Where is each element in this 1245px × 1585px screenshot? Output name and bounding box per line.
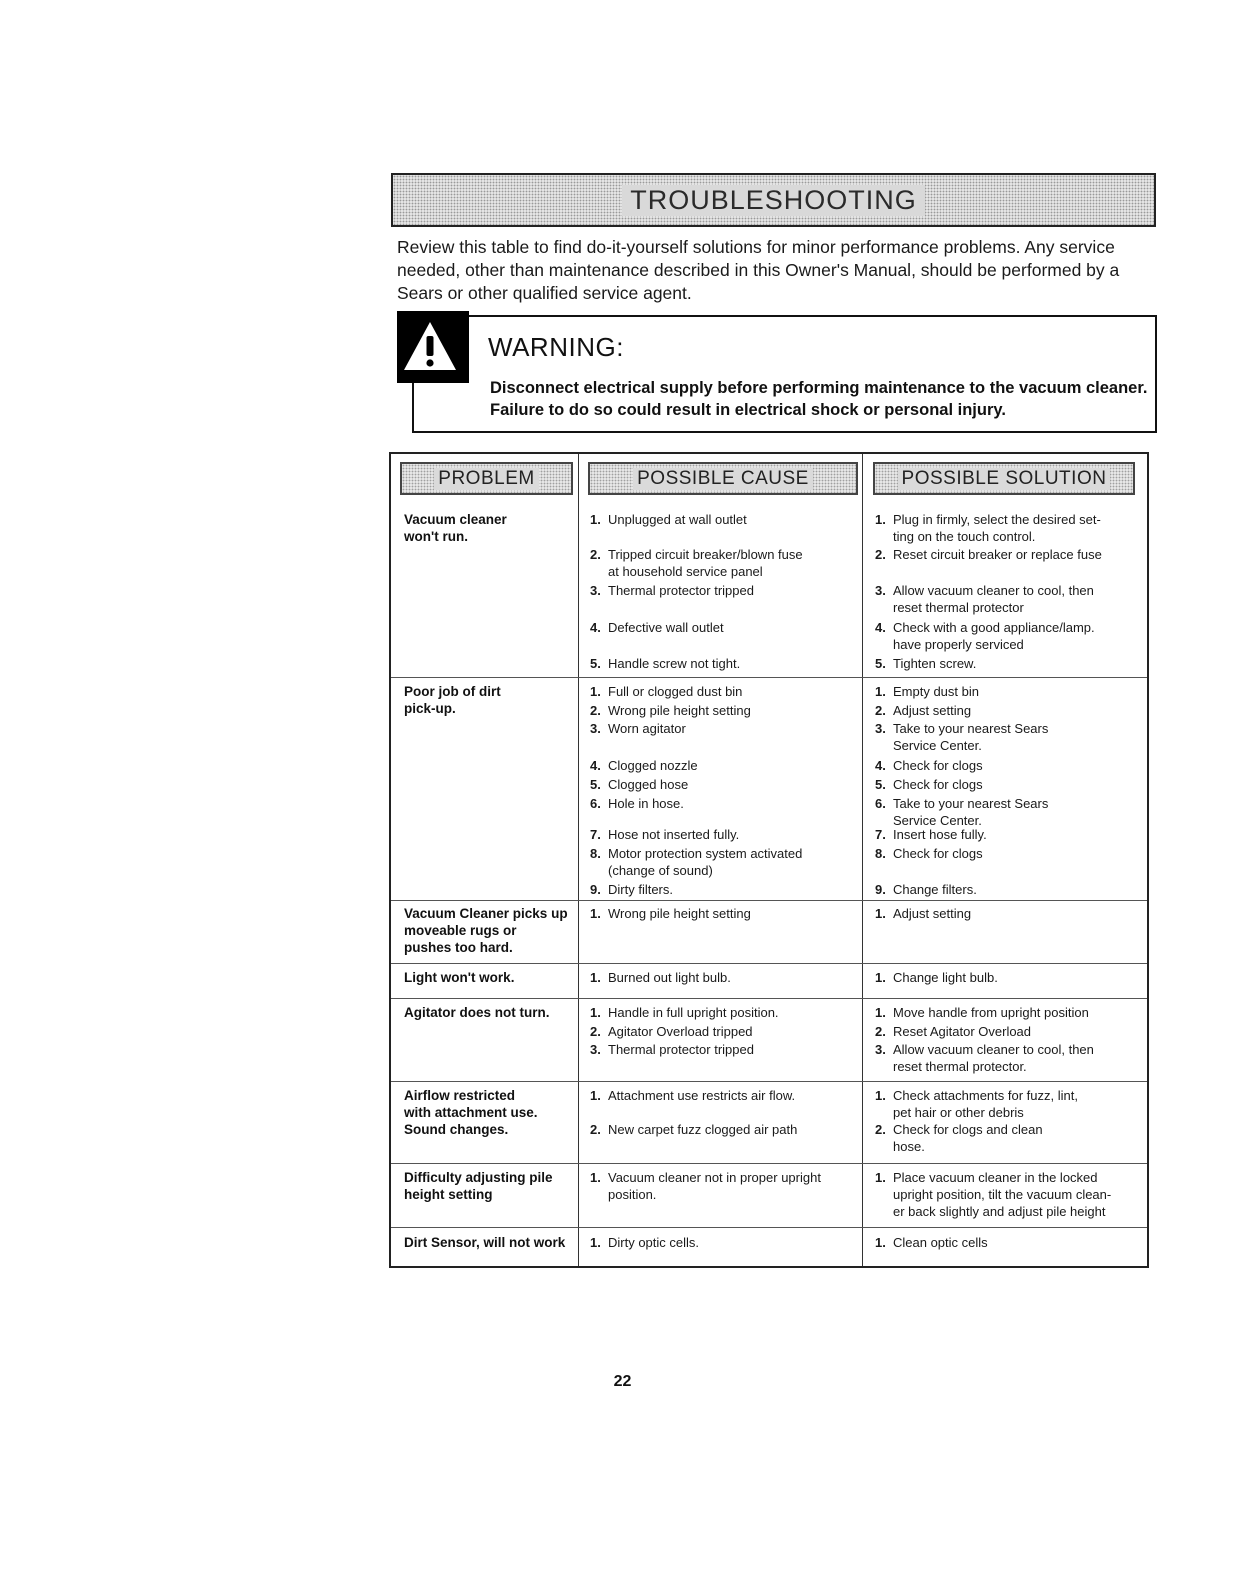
item-number: 5. — [875, 777, 886, 792]
cause-item — [590, 826, 739, 843]
item-number: 5. — [875, 656, 886, 671]
item-number: 8. — [590, 846, 601, 861]
item-number: 3. — [590, 721, 601, 736]
cause-item — [590, 1234, 699, 1251]
problem-text: Vacuum Cleaner picks up moveable rugs or pushes too hard. — [404, 906, 568, 955]
cause-item — [590, 619, 724, 636]
problem-text: Light won't work. — [404, 970, 515, 985]
item-number: 1. — [875, 1005, 886, 1020]
item-text: Burned out light bulb. — [608, 970, 731, 985]
item-text: Check for clogs — [893, 846, 983, 861]
item-text: Clogged hose — [608, 777, 689, 792]
cause-item — [590, 1169, 821, 1203]
item-text: Defective wall outlet — [608, 620, 724, 635]
item-text: Place vacuum cleaner in the locked upright position, tilt the vacuum clean- er back slightly and adjust pile height — [893, 1170, 1112, 1219]
solution-item — [875, 546, 1102, 563]
cause-item — [590, 511, 747, 528]
item-text: Wrong pile height setting — [608, 906, 751, 921]
item-number: 4. — [590, 758, 601, 773]
solution-item — [875, 1023, 1031, 1040]
solution-item — [875, 776, 983, 793]
item-number: 1. — [875, 1235, 886, 1250]
solution-item — [875, 905, 971, 922]
solution-item — [875, 1004, 1089, 1021]
item-number: 5. — [590, 777, 601, 792]
item-text: Take to your nearest Sears Service Center. — [893, 796, 1049, 828]
item-number: 1. — [875, 970, 886, 985]
item-text: Hose not inserted fully. — [608, 827, 740, 842]
solution-item — [875, 969, 998, 986]
item-number: 7. — [875, 827, 886, 842]
intro-text: Review this table to find do-it-yourself solutions for minor performance problems. Any service needed, other than maintenance described in this Owner's Manual, should be performed by a Sears or other qualified service agent. — [397, 237, 1120, 303]
header-problem: PROBLEM — [400, 462, 573, 495]
column-divider — [578, 454, 579, 1266]
item-text: Change light bulb. — [893, 970, 998, 985]
item-text: New carpet fuzz clogged air path — [608, 1122, 798, 1137]
problem-text: Dirt Sensor, will not work — [404, 1235, 566, 1250]
item-text: Dirty filters. — [608, 882, 673, 897]
cause-item — [590, 776, 688, 793]
item-text: Clean optic cells — [893, 1235, 988, 1250]
solution-item — [875, 720, 1048, 754]
item-number: 1. — [590, 1170, 601, 1185]
problem-text: Poor job of dirt pick-up. — [404, 684, 501, 716]
solution-item — [875, 1234, 988, 1251]
item-text: Agitator Overload tripped — [608, 1024, 753, 1039]
item-text: Vacuum cleaner not in proper upright position. — [608, 1170, 821, 1202]
item-text: Check with a good appliance/lamp. have properly serviced — [893, 620, 1095, 652]
item-number: 1. — [590, 1235, 601, 1250]
item-text: Full or clogged dust bin — [608, 684, 743, 699]
header-possible-cause: POSSIBLE CAUSE — [588, 462, 858, 495]
column-divider — [862, 454, 863, 1266]
item-number: 2. — [590, 1122, 601, 1137]
solution-item — [875, 1041, 1094, 1075]
solution-item — [875, 881, 977, 898]
cause-item — [590, 655, 740, 672]
item-text: Take to your nearest Sears Service Center. — [893, 721, 1049, 753]
cause-item — [590, 1023, 753, 1040]
solution-item — [875, 845, 983, 862]
item-number: 4. — [875, 620, 886, 635]
solution-item — [875, 795, 1048, 829]
item-number: 2. — [875, 703, 886, 718]
row-separator — [391, 1081, 1147, 1082]
solution-item — [875, 582, 1094, 616]
cause-item — [590, 1004, 779, 1021]
problem-text: Airflow restricted with attachment use. Sound changes. — [404, 1088, 538, 1137]
solution-item — [875, 619, 1095, 653]
item-number: 8. — [875, 846, 886, 861]
item-number: 2. — [590, 547, 601, 562]
cause-item — [590, 546, 803, 580]
item-number: 1. — [875, 1088, 886, 1103]
item-text: Motor protection system activated (change of sound) — [608, 846, 803, 878]
item-text: Reset circuit breaker or replace fuse — [893, 547, 1102, 562]
item-text: Reset Agitator Overload — [893, 1024, 1032, 1039]
cause-item — [590, 720, 686, 737]
row-separator — [391, 998, 1147, 999]
item-text: Move handle from upright position — [893, 1005, 1089, 1020]
item-text: Hole in hose. — [608, 796, 684, 811]
item-text: Allow vacuum cleaner to cool, then reset thermal protector — [893, 583, 1094, 615]
page-title: TROUBLESHOOTING — [622, 185, 925, 216]
item-number: 3. — [875, 1042, 886, 1057]
row-separator — [391, 1163, 1147, 1164]
item-text: Handle in full upright position. — [608, 1005, 779, 1020]
item-text: Dirty optic cells. — [608, 1235, 700, 1250]
cause-item — [590, 1087, 795, 1104]
cause-item — [590, 1121, 797, 1138]
item-text: Change filters. — [893, 882, 977, 897]
item-number: 1. — [875, 1170, 886, 1185]
header-possible-solution: POSSIBLE SOLUTION — [873, 462, 1135, 495]
item-text: Unplugged at wall outlet — [608, 512, 747, 527]
item-number: 3. — [875, 721, 886, 736]
solution-item — [875, 655, 976, 672]
item-text: Adjust setting — [893, 703, 972, 718]
solution-item — [875, 757, 983, 774]
item-text: Attachment use restricts air flow. — [608, 1088, 796, 1103]
solution-item — [875, 826, 987, 843]
cause-item — [590, 845, 802, 879]
warning-text: Disconnect electrical supply before performing maintenance to the vacuum cleaner. Failure to do so could result in electrical shock or personal injury. — [490, 379, 1148, 419]
solution-item — [875, 1087, 1078, 1121]
cause-item — [590, 757, 698, 774]
solution-item — [875, 1169, 1111, 1220]
problem-text: Vacuum cleaner won't run. — [404, 512, 507, 544]
item-text: Check for clogs — [893, 758, 983, 773]
item-text: Wrong pile height setting — [608, 703, 751, 718]
item-number: 6. — [875, 796, 886, 811]
cause-item — [590, 582, 754, 599]
title-banner — [391, 173, 1156, 227]
item-text: Allow vacuum cleaner to cool, then reset thermal protector. — [893, 1042, 1094, 1074]
cause-item — [590, 881, 673, 898]
item-number: 1. — [875, 512, 886, 527]
cause-item — [590, 1041, 754, 1058]
item-number: 4. — [590, 620, 601, 635]
item-number: 1. — [590, 684, 601, 699]
item-number: 2. — [875, 1122, 886, 1137]
item-number: 7. — [590, 827, 601, 842]
row-separator — [391, 900, 1147, 901]
cause-item — [590, 702, 751, 719]
item-text: Thermal protector tripped — [608, 583, 754, 598]
page-number: 22 — [613, 1373, 632, 1390]
item-number: 1. — [590, 512, 601, 527]
item-number: 2. — [875, 1024, 886, 1039]
item-number: 1. — [590, 1088, 601, 1103]
item-text: Clogged nozzle — [608, 758, 698, 773]
item-text: Handle screw not tight. — [608, 656, 741, 671]
item-text: Tighten screw. — [893, 656, 977, 671]
item-number: 4. — [875, 758, 886, 773]
item-number: 9. — [875, 882, 886, 897]
cause-item — [590, 905, 751, 922]
item-number: 1. — [590, 970, 601, 985]
cause-item — [590, 969, 731, 986]
item-number: 1. — [875, 906, 886, 921]
item-number: 3. — [590, 583, 601, 598]
item-text: Check attachments for fuzz, lint, pet hair or other debris — [893, 1088, 1078, 1120]
item-number: 2. — [590, 703, 601, 718]
cause-item — [590, 683, 742, 700]
warning-triangle-icon — [402, 318, 458, 374]
item-number: 1. — [875, 684, 886, 699]
item-number: 2. — [590, 1024, 601, 1039]
solution-item — [875, 1121, 1043, 1155]
row-separator — [391, 963, 1147, 964]
item-number: 3. — [590, 1042, 601, 1057]
problem-text: Difficulty adjusting pile height setting — [404, 1170, 553, 1202]
problem-text: Agitator does not turn. — [404, 1005, 550, 1020]
warning-title: WARNING: — [488, 332, 624, 362]
solution-item — [875, 511, 1101, 545]
cause-item — [590, 795, 684, 812]
row-separator — [391, 677, 1147, 678]
item-number: 2. — [875, 547, 886, 562]
solution-item — [875, 702, 971, 719]
item-text: Thermal protector tripped — [608, 1042, 754, 1057]
item-text: Insert hose fully. — [893, 827, 987, 842]
item-text: Empty dust bin — [893, 684, 979, 699]
item-number: 1. — [590, 1005, 601, 1020]
item-text: Check for clogs — [893, 777, 983, 792]
item-text: Tripped circuit breaker/blown fuse at household service panel — [608, 547, 803, 579]
item-text: Plug in firmly, select the desired set- ting on the touch control. — [893, 512, 1101, 544]
item-number: 5. — [590, 656, 601, 671]
solution-item — [875, 683, 979, 700]
item-text: Adjust setting — [893, 906, 972, 921]
item-number: 3. — [875, 583, 886, 598]
item-text: Check for clogs and clean hose. — [893, 1122, 1043, 1154]
row-separator — [391, 1227, 1147, 1228]
item-number: 1. — [590, 906, 601, 921]
item-number: 9. — [590, 882, 601, 897]
item-number: 6. — [590, 796, 601, 811]
item-text: Worn agitator — [608, 721, 686, 736]
